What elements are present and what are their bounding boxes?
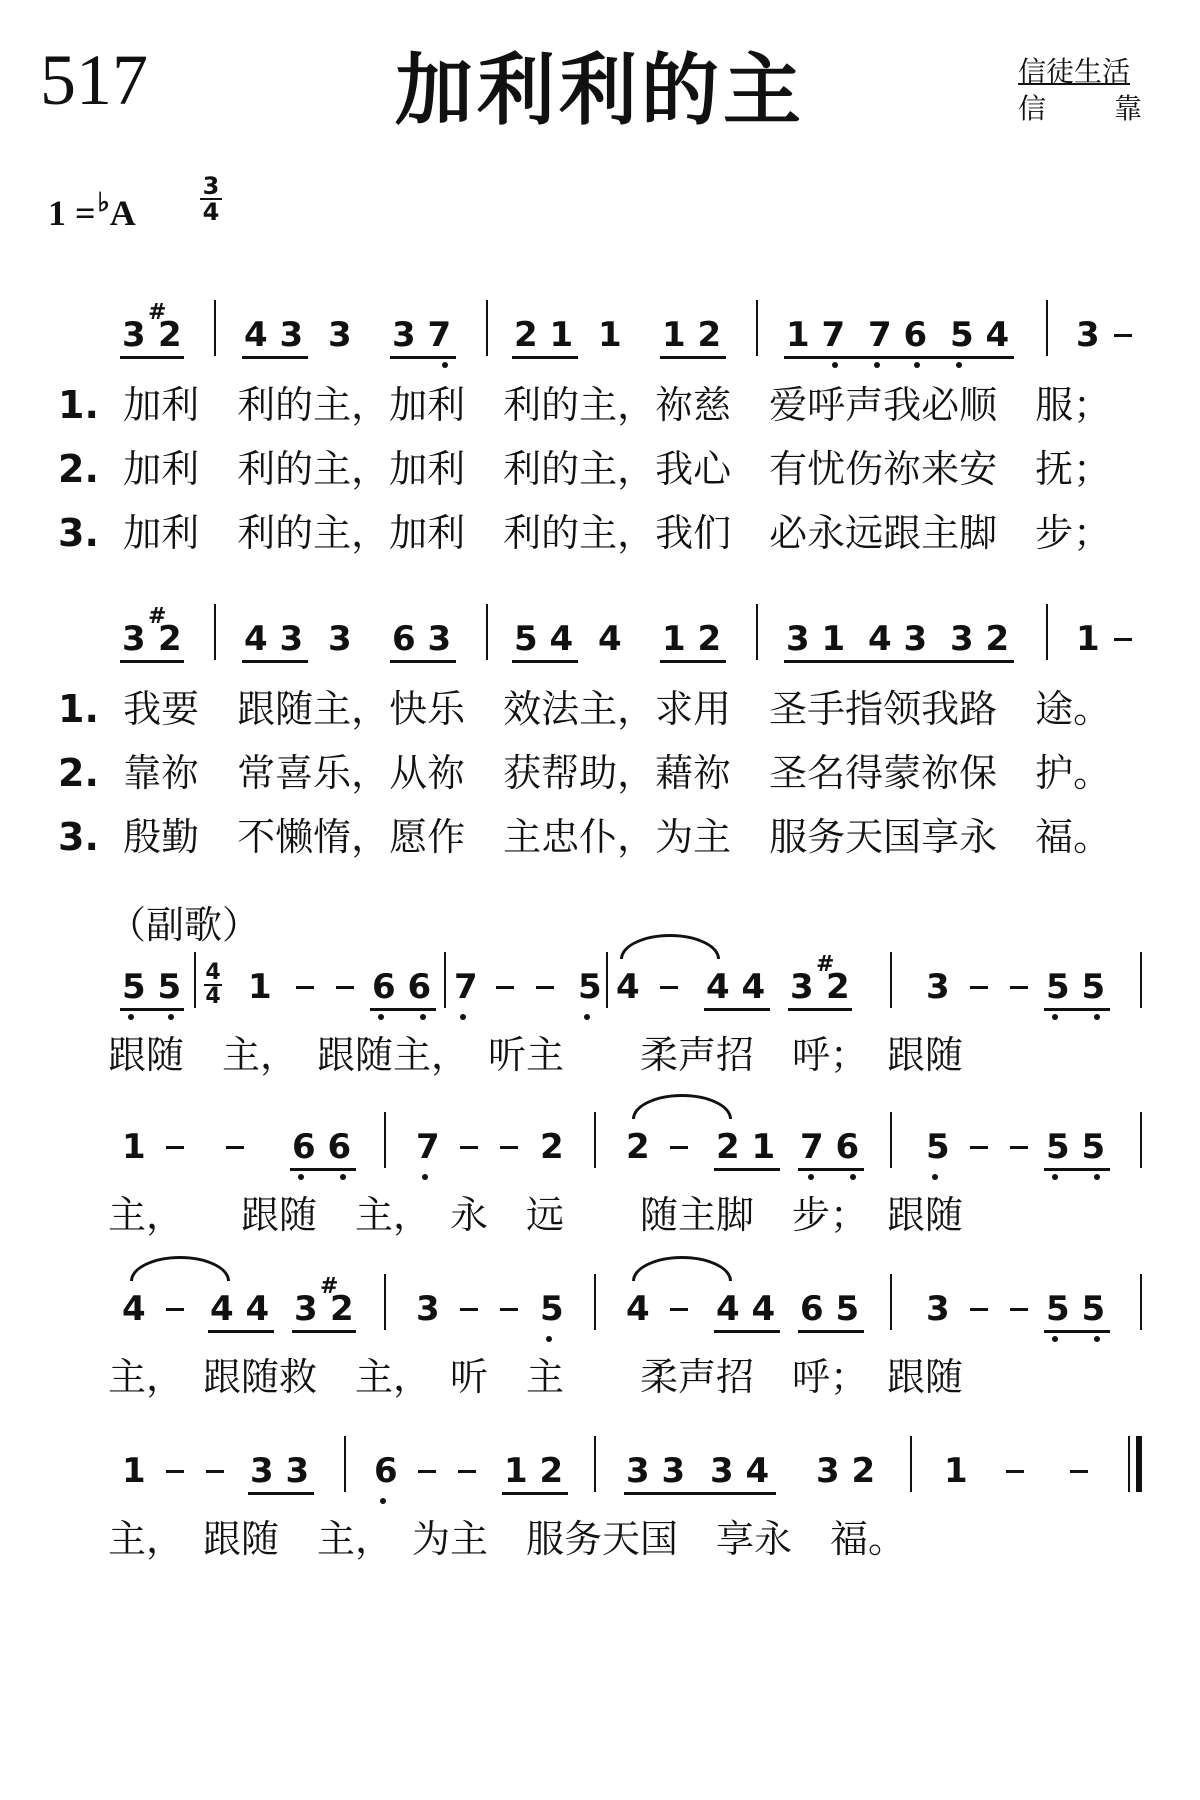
note: 7 6 [800, 1127, 860, 1167]
note: 7 [416, 1127, 440, 1167]
key-letter: A [109, 193, 136, 233]
note: 3 [328, 619, 352, 659]
note: 3 2 [950, 619, 1010, 659]
note: 5 [578, 967, 602, 1007]
note: 1 [944, 1451, 968, 1491]
verse-number: 3. [58, 511, 99, 555]
chorus-lyric-line: 跟随 主， 跟随主， 听主 柔声招 呼； 跟随 [108, 1033, 964, 1077]
note: 3 2 [816, 1451, 876, 1491]
time-sig-top: 3 [202, 172, 220, 200]
note: 2 [626, 1127, 650, 1167]
verse-number: 1. [58, 687, 99, 731]
note: 6 [374, 1451, 398, 1491]
verse-number: 2. [58, 447, 99, 491]
lyric-text: 靠祢 常喜乐，从祢 获帮助，藉祢 圣名得蒙祢保 护。 [123, 751, 1112, 795]
chorus-lyric-line: 主， 跟随救 主， 听 主 柔声招 呼； 跟随 [108, 1355, 964, 1399]
chorus-lyric-line: 主， 跟随 主， 为主 服务天国 享永 福。 [108, 1517, 907, 1561]
verse-lyric-line [58, 511, 1112, 555]
note: 3 [416, 1289, 440, 1329]
note: 6 3 [392, 619, 452, 659]
note: 5 5 [1046, 1127, 1106, 1167]
chorus-lyric-line: 主， 跟随 主， 永 远 随主脚 步； 跟随 [108, 1193, 964, 1237]
hymn-title: 加利利的主 [394, 46, 805, 136]
note: 1 [248, 967, 272, 1007]
note: 3 3 [626, 1451, 686, 1491]
time-change-top: 4 [205, 960, 221, 985]
source-credit: 信徒生活 [1018, 55, 1131, 88]
note: 1 2 [504, 1451, 564, 1491]
note: 2 [330, 1289, 354, 1329]
lyric-text: 殷勤 不懒惰，愿作 主忠仆，为主 服务天国享永 福。 [123, 815, 1112, 859]
note: 4 [616, 967, 640, 1007]
note: 2 1 [514, 315, 574, 355]
note: 1 2 [662, 619, 722, 659]
note: 3 [790, 967, 814, 1007]
note: 4 [626, 1289, 650, 1329]
key-prefix: 1 = [48, 193, 96, 233]
verse-lyric-line [58, 815, 1112, 859]
note: 1 7 [786, 315, 846, 355]
note: 5 5 [1046, 967, 1106, 1007]
time-signature [200, 174, 222, 224]
verse-lyric-line [58, 447, 1112, 491]
note: 3 [328, 315, 352, 355]
note: 5 5 [122, 967, 182, 1007]
note: 3 4 [710, 1451, 770, 1491]
time-change [204, 962, 222, 1008]
author-credit [1018, 92, 1142, 125]
verse-lyric-line [58, 687, 1112, 731]
sharp-sign: # [816, 952, 835, 977]
chorus-label: （副歌） [108, 903, 261, 947]
flat-symbol: ♭ [97, 188, 110, 217]
lyric-text: 加利 利的主，加利 利的主，我心 有忧伤祢来安 抚； [123, 447, 1112, 491]
verse-number: 2. [58, 751, 99, 795]
note: 1 [122, 1127, 146, 1167]
note: 3 [294, 1289, 318, 1329]
note: 5 [926, 1127, 950, 1167]
note: 4 3 [244, 315, 304, 355]
time-change-bottom: 4 [205, 984, 221, 1009]
note: 1 [598, 315, 622, 355]
note: 5 [540, 1289, 564, 1329]
note: 2 1 [716, 1127, 776, 1167]
author-char: 信 [1018, 92, 1047, 125]
sharp-sign: # [320, 1274, 339, 1299]
note: 6 5 [800, 1289, 860, 1329]
verse-lyric-line [58, 751, 1112, 795]
note: 3 [1076, 315, 1100, 355]
note: 7 [454, 967, 478, 1007]
verse-lyric-line [58, 383, 1112, 427]
lyric-text: 加利 利的主，加利 利的主，我们 必永远跟主脚 步； [123, 511, 1112, 555]
note: 3 [926, 1289, 950, 1329]
sharp-sign: # [148, 300, 167, 325]
key-signature [48, 190, 136, 231]
lyric-text: 我要 跟随主，快乐 效法主，求用 圣手指领我路 途。 [123, 687, 1112, 731]
author-char: 靠 [1113, 92, 1142, 125]
note: 4 3 [868, 619, 928, 659]
sharp-sign: # [148, 604, 167, 629]
note: 1 [1076, 619, 1100, 659]
note: 4 4 [706, 967, 766, 1007]
note: 3 1 [786, 619, 846, 659]
note: 5 4 [514, 619, 574, 659]
note: 7 6 [868, 315, 928, 355]
note: 3 7 [392, 315, 452, 355]
hymn-number: 517 [40, 40, 148, 120]
note: 4 3 [244, 619, 304, 659]
time-sig-bottom: 4 [202, 198, 220, 226]
note: 4 [122, 1289, 146, 1329]
note: 4 4 [210, 1289, 270, 1329]
note: 5 4 [950, 315, 1010, 355]
note: 6 6 [372, 967, 432, 1007]
note: 1 [122, 1451, 146, 1491]
note: 3 [122, 619, 146, 659]
note: 2 [540, 1127, 564, 1167]
note: 6 6 [292, 1127, 352, 1167]
note: 3 [122, 315, 146, 355]
note: 2 [158, 619, 182, 659]
note: 5 5 [1046, 1289, 1106, 1329]
verse-number: 1. [58, 383, 99, 427]
note: 2 [826, 967, 850, 1007]
note: 4 4 [716, 1289, 776, 1329]
note: 3 3 [250, 1451, 310, 1491]
note: 1 2 [662, 315, 722, 355]
note: 3 [926, 967, 950, 1007]
verse-number: 3. [58, 815, 99, 859]
note: 4 [598, 619, 622, 659]
note: 2 [158, 315, 182, 355]
lyric-text: 加利 利的主，加利 利的主，祢慈 爱呼声我必顺 服； [123, 383, 1112, 427]
